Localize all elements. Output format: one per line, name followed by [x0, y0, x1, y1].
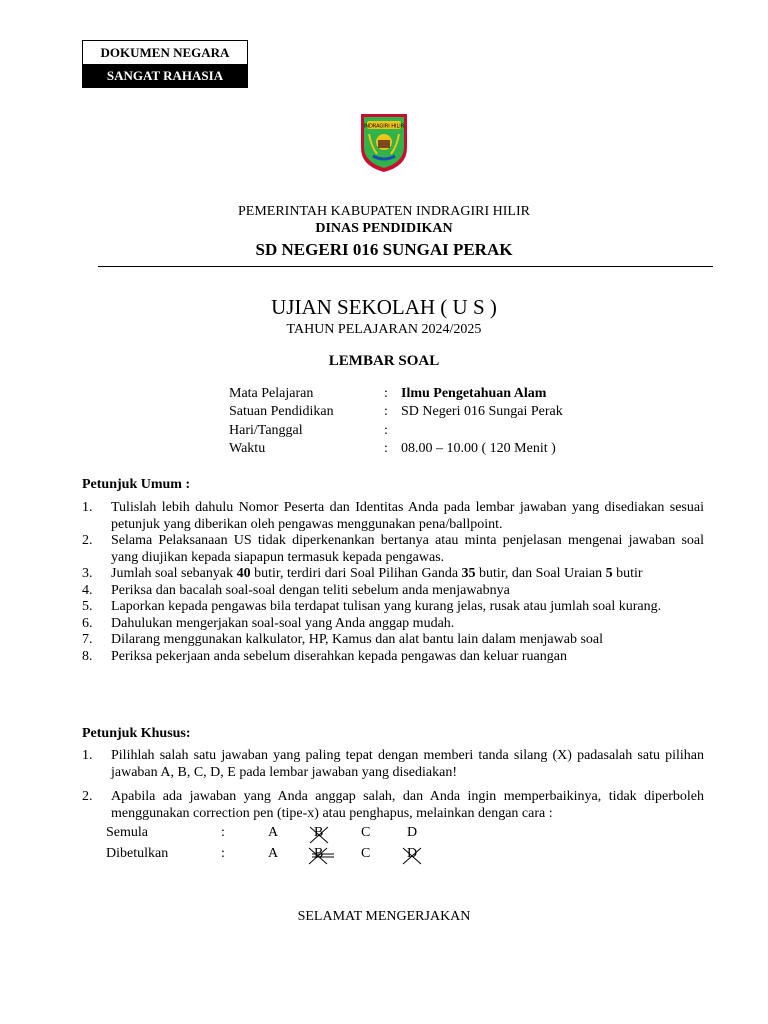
info-label: Satuan Pendidikan	[229, 404, 334, 419]
example-colon: :	[221, 846, 225, 861]
item-text: Jumlah soal sebanyak 40 butir, terdiri dari Soal Pilihan Ganda 35 butir, dan Soal Uraian 5 butir	[111, 566, 643, 581]
list-item	[82, 599, 704, 616]
item-number: 2.	[82, 789, 93, 804]
info-value-subject: Ilmu Pengetahuan Alam	[401, 386, 547, 401]
classification-box	[82, 40, 248, 88]
info-label: Waktu	[229, 441, 266, 456]
option-d: D	[407, 846, 418, 861]
item-number: 2.	[82, 533, 93, 548]
option-a: A	[268, 846, 279, 861]
agency-name: DINAS PENDIDIKAN	[315, 221, 453, 236]
item-text: Periksa pekerjaan anda sebelum diserahkan kepada pengawas dan keluar ruangan	[111, 648, 567, 664]
info-value-school: SD Negeri 016 Sungai Perak	[401, 404, 563, 419]
cross-mark-icon	[308, 825, 330, 845]
item-text: Dilarang menggunakan kalkulator, HP, Kamus dan alat bantu lain dalam menjawab soal	[111, 632, 604, 647]
list-item	[82, 500, 704, 533]
item-number: 5.	[82, 599, 93, 614]
correction-example	[0, 825, 768, 867]
info-label: Hari/Tanggal	[229, 423, 303, 438]
exam-title: UJIAN SEKOLAH ( U S )	[271, 295, 497, 319]
list-item	[82, 649, 704, 666]
item-text: Laporkan kepada pengawas bila terdapat tulisan yang kurang jelas, rusak atau jumlah soal kurang.	[111, 599, 662, 614]
item-text: Dahulukan mengerjakan soal-soal yang Anda anggap mudah.	[111, 615, 455, 631]
government-name: PEMERINTAH KABUPATEN INDRAGIRI HILIR	[238, 204, 530, 219]
logo-banner-text: INDRAGIRI HILIR	[363, 123, 405, 130]
regency-logo	[359, 112, 409, 174]
general-instructions-title: Petunjuk Umum :	[82, 477, 191, 492]
info-label: Mata Pelajaran	[229, 386, 314, 401]
item-text: Periksa dan bacalah soal-soal dengan teliti sebelum anda menjawabnya	[111, 582, 510, 598]
item-number: 4.	[82, 582, 93, 598]
closing-text: SELAMAT MENGERJAKAN	[297, 909, 471, 924]
option-c: C	[361, 825, 371, 840]
list-item	[82, 632, 704, 649]
item-text: Tulislah lebih dahulu Nomor Peserta dan Identitas Anda pada lembar jawaban yang disediakan sesuai petunjuk yang diberikan oleh pengawas menggunakan pena/ballpoint.	[111, 500, 704, 532]
general-instructions-list	[82, 500, 704, 665]
option-d: D	[407, 825, 418, 840]
item-number: 1.	[82, 748, 93, 763]
item-text: Selama Pelaksanaan US tidak diperkenankan bertanya atau minta penjelasan mengenai jawaban soal yang diujikan kepada siapapun termasuk kepada pengawas.	[111, 533, 704, 565]
special-instructions-list	[82, 748, 704, 822]
item-number: 1.	[82, 500, 93, 515]
item-text: Apabila ada jawaban yang Anda anggap salah, dan Anda ingin memperbaikinya, tidak diperboleh menggunakan correction pen (tipe-x) atau penghapus, melainkan dengan cara :	[111, 789, 704, 821]
info-colon: :	[384, 423, 388, 438]
item-number: 7.	[82, 632, 93, 647]
item-number: 3.	[82, 566, 93, 581]
list-item	[82, 789, 704, 822]
item-number: 6.	[82, 615, 93, 631]
list-item	[82, 616, 704, 633]
option-b: B	[314, 846, 324, 861]
special-instructions-title: Petunjuk Khusus:	[82, 726, 191, 741]
info-colon: :	[384, 386, 388, 401]
cross-mark-icon	[401, 846, 423, 866]
example-label: Dibetulkan	[106, 846, 169, 861]
school-name: SD NEGERI 016 SUNGAI PERAK	[255, 240, 513, 259]
list-item	[82, 748, 704, 781]
option-c: C	[361, 846, 371, 861]
option-a: A	[268, 825, 279, 840]
header-divider	[98, 266, 713, 267]
example-colon: :	[221, 825, 225, 840]
list-item	[82, 533, 704, 566]
info-colon: :	[384, 404, 388, 419]
classification-line-1: DOKUMEN NEGARA	[100, 45, 230, 60]
option-b: B	[314, 825, 324, 840]
item-number: 8.	[82, 648, 93, 664]
sheet-title: LEMBAR SOAL	[328, 353, 440, 369]
cross-cancel-mark-icon	[306, 846, 336, 866]
classification-line-2: SANGAT RAHASIA	[83, 64, 247, 87]
academic-year: TAHUN PELAJARAN 2024/2025	[286, 322, 482, 337]
example-label: Semula	[106, 825, 148, 840]
list-item	[82, 566, 704, 583]
info-colon: :	[384, 441, 388, 456]
item-text: Pilihlah salah satu jawaban yang paling tepat dengan memberi tanda silang (X) padasalah satu pilihan jawaban A, B, C, D, E pada lembar jawaban yang disediakan!	[111, 748, 704, 780]
info-value-time: 08.00 – 10.00 ( 120 Menit )	[401, 441, 556, 456]
list-item	[82, 583, 704, 600]
